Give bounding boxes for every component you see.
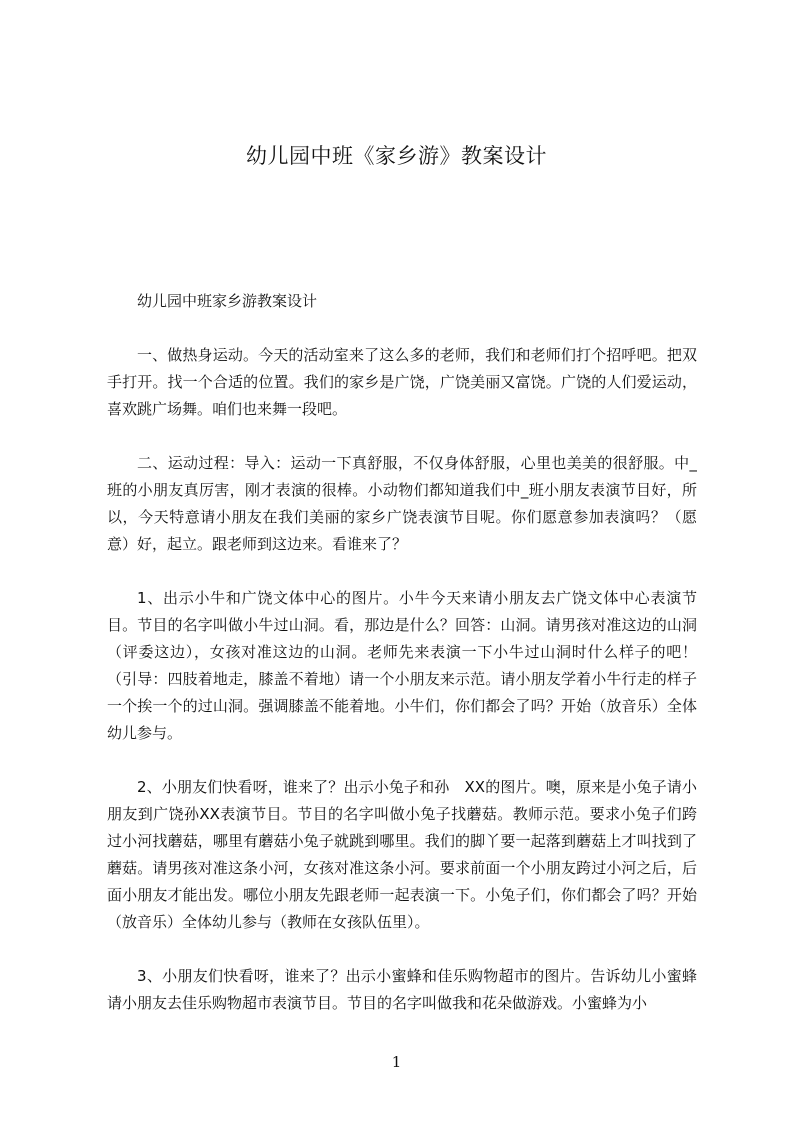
paragraph-step-1: 1、出示小牛和广饶文体中心的图片。小牛今天来请小朋友去广饶文体中心表演节目。节目的名字叫做小牛过山洞。看，那边是什么？回答：山洞。请男孩对准这边的山洞（评委这边），女孩对准这边的山洞。老师先来表演一下小牛过山洞时什么样子的吧！（引导：四肢着地走，膝盖不着地）请一个小朋友来示范。请小朋友学着小牛行走的样子一个挨一个的过山洞。强调膝盖不能着地。小牛们，你们都会了吗？开始（放音乐）全体幼儿参与。 <box>107 589 697 742</box>
paragraph-process: 二、运动过程：导入：运动一下真舒服，不仅身体舒服，心里也美美的很舒服。中_班的小朋友真厉害，刚才表演的很棒。小动物们都知道我们中_班小朋友表演节目好，所以，今天特意请小朋友在我们美丽的家乡广饶表演节目呢。你们愿意参加表演吗？（愿意）好，起立。跟老师到这边来。看谁来了？ <box>107 454 697 553</box>
paragraph-step-3: 3、小朋友们快看呀，谁来了？出示小蜜蜂和佳乐购物超市的图片。告诉幼儿小蜜蜂请小朋友去佳乐购物超市表演节目。节目的名字叫做我和花朵做游戏。小蜜蜂为小 <box>107 967 697 1012</box>
paragraph-subtitle: 幼儿园中班家乡游教案设计 <box>137 292 318 310</box>
paragraph-step-2: 2、小朋友们快看呀，谁来了？出示小兔子和孙 XX的图片。噢，原来是小兔子请小朋友到广饶孙XX表演节目。节目的名字叫做小兔子找蘑菇。教师示范。要求小兔子们跨过小河找蘑菇，哪里有蘑菇小兔子就跳到哪里。我们的脚丫要一起落到蘑菇上才叫找到了蘑菇。请男孩对准这条小河，女孩对准这条小河。要求前面一个小朋友跨过小河之后，后面小朋友才能出发。哪位小朋友先跟老师一起表演一下。小兔子们，你们都会了吗？开始（放音乐）全体幼儿参与（教师在女孩队伍里）。 <box>107 778 697 931</box>
paragraph-warmup: 一、做热身运动。今天的活动室来了这么多的老师，我们和老师们打个招呼吧。把双手打开。找一个合适的位置。我们的家乡是广饶，广饶美丽又富饶。广饶的人们爱运动，喜欢跳广场舞。咱们也来舞一段吧。 <box>107 346 697 418</box>
page-number: 1 <box>391 1053 402 1071</box>
document-title: 幼儿园中班《家乡游》教案设计 <box>246 144 547 168</box>
document-body <box>107 288 697 1044</box>
